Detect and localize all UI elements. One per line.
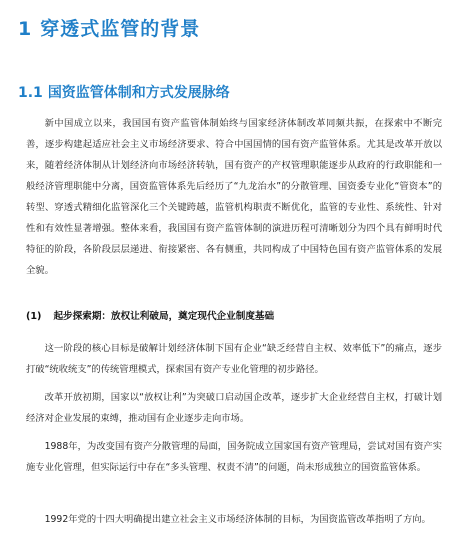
chapter-title: [18, 14, 200, 41]
stage1-number: (1): [26, 311, 42, 322]
section-title-text: 国资监管体制和方式发展脉络: [47, 85, 230, 101]
intro-paragraph: 新中国成立以来，我国国有资产监管体制始终与国家经济体制改革同频共振，在探索中不断完善，逐步构建起适应社会主义市场经济要求、符合中国国情的国有资产监管体系。尤其是改革开放以来，随着经济体制从计划经济向市场经济转轨，国有资产的产权管理职能逐步从政府的行政职能和一般经济管理职能中分离，国资监管体系先后经历了“九龙治水”的分散管理、国资委专业化“管资本”的转型、穿透式精细化监管深化三个关键跨越，监管机构职责不断优化，监管的专业性、系统性、针对性和有效性显著增强。整体来看，我国国有资产监管体制的演进历程可清晰划分为四个具有鲜明时代特征的阶段，各阶段层层递进、衔接紧密、各有侧重，共同构成了中国特色国有资产监管体系的发展全貌。: [26, 118, 442, 276]
stage1-paragraph-4: 1992年党的十四大明确提出建立社会主义市场经济体制的目标，为国资监管改革指明了方向。: [44, 514, 431, 525]
section-number: 1.1: [18, 85, 43, 101]
stage1-paragraph-2: 改革开放初期，国家以“放权让利”为突破口启动国企改革，逐步扩大企业经营自主权，打破计划经济对企业发展的束缚，推动国有企业逐步走向市场。: [26, 392, 442, 424]
stage1-paragraph-3: 1988年，为改变国有资产分散管理的局面，国务院成立国家国有资产管理局，尝试对国有资产实施专业化管理，但实际运行中存在“多头管理、权责不清”的问题，尚未形成独立的国资监管体系。: [26, 441, 442, 473]
section-title: [18, 82, 230, 102]
stage1-title: 起步探索期：放权让利破局，奠定现代企业制度基础: [53, 311, 275, 322]
stage1-paragraph-1: 这一阶段的核心目标是破解计划经济体制下国有企业“缺乏经营自主权、效率低下”的痛点，逐步打破“统收统支”的传统管理模式，探索国有资产专业化管理的初步路径。: [26, 343, 442, 375]
chapter-title-text: 穿透式监管的背景: [40, 18, 201, 40]
stage1-heading: [26, 308, 274, 322]
chapter-number: 1: [18, 18, 33, 40]
